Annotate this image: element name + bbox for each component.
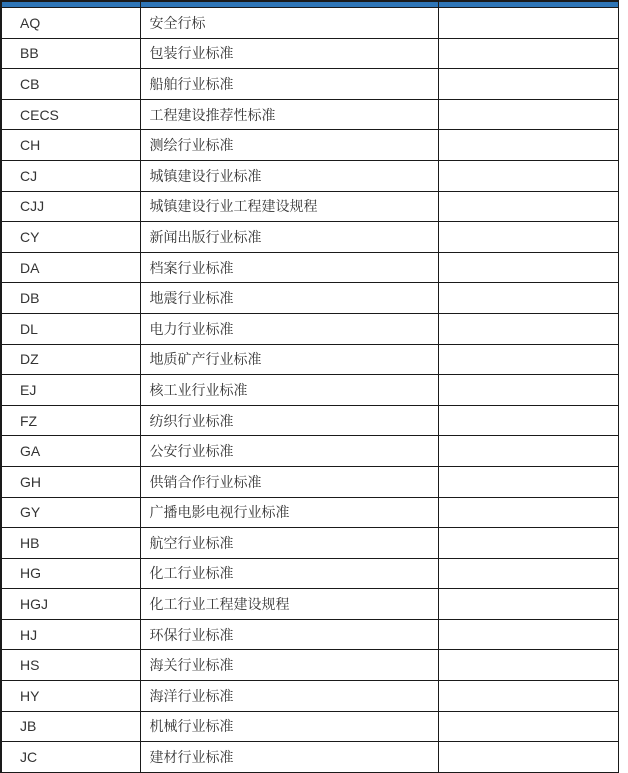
- code-cell: GY: [1, 497, 140, 528]
- name-cell: 化工行业工程建设规程: [140, 589, 438, 620]
- empty-cell: [438, 38, 618, 69]
- empty-cell: [438, 466, 618, 497]
- table-row: [1, 497, 618, 528]
- name-cell: 工程建设推荐性标准: [140, 99, 438, 130]
- table-row: [1, 375, 618, 406]
- code-cell: CECS: [1, 99, 140, 130]
- code-cell: GH: [1, 466, 140, 497]
- table-row: [1, 650, 618, 681]
- empty-cell: [438, 589, 618, 620]
- name-cell: 测绘行业标准: [140, 130, 438, 161]
- name-cell: 纺织行业标准: [140, 405, 438, 436]
- table-row: [1, 222, 618, 253]
- name-cell: 档案行业标准: [140, 252, 438, 283]
- code-cell: HS: [1, 650, 140, 681]
- code-cell: JC: [1, 742, 140, 773]
- empty-cell: [438, 558, 618, 589]
- code-cell: CH: [1, 130, 140, 161]
- code-cell: JB: [1, 711, 140, 742]
- empty-cell: [438, 313, 618, 344]
- empty-cell: [438, 160, 618, 191]
- code-cell: CJ: [1, 160, 140, 191]
- name-cell: 安全行标: [140, 8, 438, 39]
- code-cell: DA: [1, 252, 140, 283]
- name-cell: 新闻出版行业标准: [140, 222, 438, 253]
- name-cell: 城镇建设行业工程建设规程: [140, 191, 438, 222]
- name-cell: 地质矿产行业标准: [140, 344, 438, 375]
- table-row: [1, 69, 618, 100]
- table-row: [1, 711, 618, 742]
- code-cell: GA: [1, 436, 140, 467]
- code-cell: BB: [1, 38, 140, 69]
- table-row: [1, 38, 618, 69]
- code-cell: AQ: [1, 8, 140, 39]
- empty-cell: [438, 681, 618, 712]
- code-cell: FZ: [1, 405, 140, 436]
- table-row: [1, 191, 618, 222]
- table-row: [1, 589, 618, 620]
- empty-cell: [438, 344, 618, 375]
- table-row: [1, 528, 618, 559]
- table-row: [1, 283, 618, 314]
- name-cell: 地震行业标准: [140, 283, 438, 314]
- empty-cell: [438, 528, 618, 559]
- name-cell: 广播电影电视行业标准: [140, 497, 438, 528]
- code-cell: CJJ: [1, 191, 140, 222]
- name-cell: 环保行业标准: [140, 619, 438, 650]
- name-cell: 海洋行业标准: [140, 681, 438, 712]
- empty-cell: [438, 711, 618, 742]
- table-row: [1, 99, 618, 130]
- name-cell: 化工行业标准: [140, 558, 438, 589]
- name-cell: 供销合作行业标准: [140, 466, 438, 497]
- code-cell: HB: [1, 528, 140, 559]
- table-row: [1, 8, 618, 39]
- code-cell: DL: [1, 313, 140, 344]
- name-cell: 城镇建设行业标准: [140, 160, 438, 191]
- name-cell: 机械行业标准: [140, 711, 438, 742]
- code-cell: HJ: [1, 619, 140, 650]
- table-row: [1, 160, 618, 191]
- empty-cell: [438, 375, 618, 406]
- table-row: [1, 313, 618, 344]
- table-row: [1, 130, 618, 161]
- empty-cell: [438, 8, 618, 39]
- code-cell: CY: [1, 222, 140, 253]
- table-row: [1, 344, 618, 375]
- table-row: [1, 558, 618, 589]
- empty-cell: [438, 99, 618, 130]
- table-body: [1, 8, 618, 773]
- name-cell: 包装行业标准: [140, 38, 438, 69]
- name-cell: 航空行业标准: [140, 528, 438, 559]
- empty-cell: [438, 650, 618, 681]
- empty-cell: [438, 130, 618, 161]
- table-row: [1, 681, 618, 712]
- empty-cell: [438, 405, 618, 436]
- name-cell: 船舶行业标准: [140, 69, 438, 100]
- table-row: [1, 619, 618, 650]
- empty-cell: [438, 497, 618, 528]
- name-cell: 电力行业标准: [140, 313, 438, 344]
- table-row: [1, 405, 618, 436]
- name-cell: 建材行业标准: [140, 742, 438, 773]
- code-cell: EJ: [1, 375, 140, 406]
- code-cell: HG: [1, 558, 140, 589]
- table-row: [1, 466, 618, 497]
- code-cell: DZ: [1, 344, 140, 375]
- empty-cell: [438, 283, 618, 314]
- table-row: [1, 436, 618, 467]
- name-cell: 核工业行业标准: [140, 375, 438, 406]
- empty-cell: [438, 69, 618, 100]
- code-cell: HY: [1, 681, 140, 712]
- empty-cell: [438, 191, 618, 222]
- table-row: [1, 252, 618, 283]
- empty-cell: [438, 742, 618, 773]
- table-row: [1, 742, 618, 773]
- code-cell: DB: [1, 283, 140, 314]
- empty-cell: [438, 252, 618, 283]
- empty-cell: [438, 222, 618, 253]
- code-cell: HGJ: [1, 589, 140, 620]
- empty-cell: [438, 619, 618, 650]
- name-cell: 海关行业标准: [140, 650, 438, 681]
- code-cell: CB: [1, 69, 140, 100]
- empty-cell: [438, 436, 618, 467]
- name-cell: 公安行业标准: [140, 436, 438, 467]
